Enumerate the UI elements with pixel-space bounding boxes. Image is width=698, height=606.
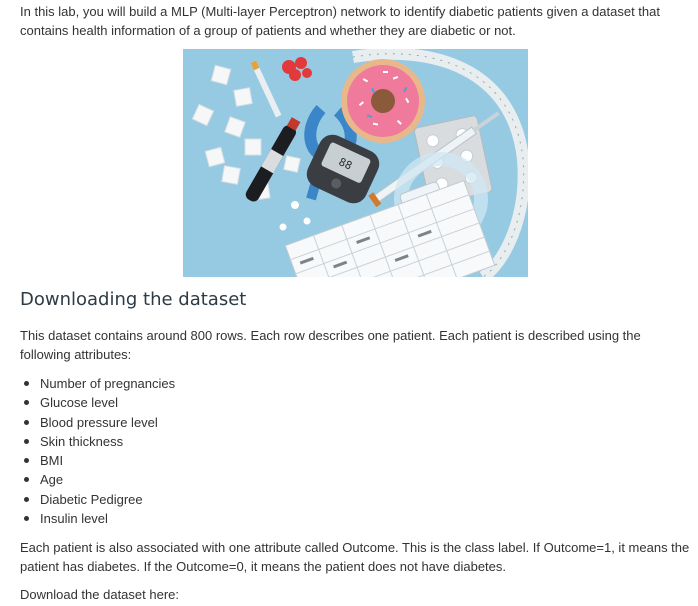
section-heading: Downloading the dataset	[20, 289, 247, 310]
list-item: Skin thickness	[20, 432, 175, 451]
outcome-paragraph: Each patient is also associated with one attribute called Outcome. This is the class label. If Outcome=1, it means the patient has diabetes. If the Outcome=0, it means the patient does not have diabetes.	[20, 540, 690, 574]
list-item: Number of pregnancies	[20, 374, 175, 393]
intro-paragraph: In this lab, you will build a MLP (Multi-layer Perceptron) network to identify diabetic patients given a dataset that contains health information of a group of patients and whether they are diabetic or not.	[20, 4, 660, 38]
download-prompt: Download the dataset here:	[20, 587, 179, 602]
donut	[341, 59, 425, 143]
list-item: Age	[20, 470, 175, 489]
list-item: Diabetic Pedigree	[20, 490, 175, 509]
dataset-description: This dataset contains around 800 rows. Each row describes one patient. Each patient is described using the following attributes:	[20, 328, 641, 362]
list-item: Insulin level	[20, 509, 175, 528]
list-item: Blood pressure level	[20, 413, 175, 432]
diabetes-flatlay-image	[183, 49, 528, 277]
svg-text:88: 88	[336, 155, 355, 173]
list-item: Glucose level	[20, 393, 175, 412]
attribute-list	[20, 374, 175, 528]
list-item: BMI	[20, 451, 175, 470]
